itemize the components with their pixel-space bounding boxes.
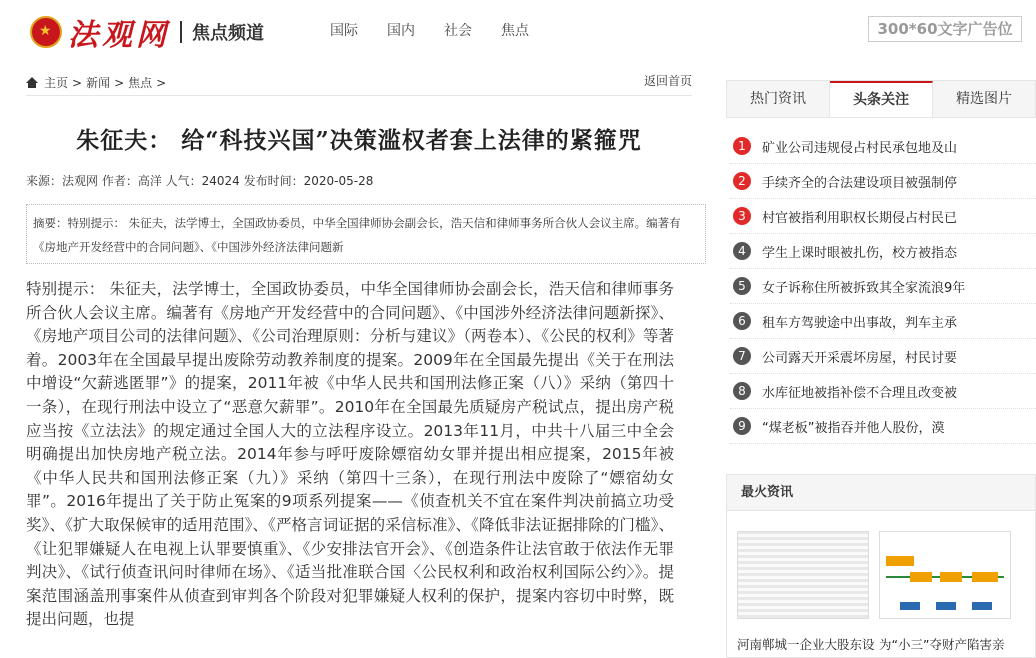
tab-hot-news[interactable]: 热门资讯 — [727, 81, 830, 117]
back-home-link[interactable]: 返回首页 — [643, 74, 692, 88]
list-item[interactable] — [730, 129, 1036, 164]
list-item[interactable] — [730, 339, 1036, 374]
news-thumbnail[interactable] — [879, 531, 1011, 619]
rank-badge: 3 — [733, 207, 751, 225]
rank-badge: 8 — [733, 382, 751, 400]
rank-badge: 1 — [733, 137, 751, 155]
list-item-title: 公司露天开采震坏房屋，村民讨要 — [762, 350, 958, 366]
rank-badge: 7 — [733, 347, 751, 365]
flow-box — [886, 556, 914, 566]
breadcrumb-home[interactable]: 主页 — [44, 76, 69, 90]
flow-box — [940, 572, 962, 582]
rank-badge: 6 — [733, 312, 751, 330]
flow-box — [900, 602, 920, 610]
tab-photos[interactable]: 精选图片 — [956, 91, 1012, 107]
article-body: 特别提示： 朱征夫，法学博士，全国政协委员，中华全国律师协会副会长，浩天信和律师事务所合伙人会议主席。编著有《房地产开发经营中的合同问题》、《中国涉外经济法律问题新探》、《房地产项目公司的法律问题》、《公司治理原则：分析与建议》（两卷本）、《公民的权利》等著着。2003年在全国最早提出废除劳动教养制度的提案。2009年在全国最先提出《关于在刑法中增设“欠薪逃匿罪”》的提案，2011年被《中华人民共和国刑法修正案（八）》采纳（第四十一条），在现行刑法中设立了“恶意欠薪罪”。2010年在全国最先质疑房产税试点，提出房产税应当按《立法法》的规定通过全国人大的立法程序设立。2013年11月，中共十八届三中全会明确提出加快房地产税立法。2014年参与呼吁废除嫖宿幼女罪并提出相应提案，2015年被《中华人民共和国刑法修正案（九）》采纳（第四十三条），在现行刑法中废除了“嫖宿幼女罪”。2016年提出了关于防止冤案的9项系列提案——《侦查机关不宜在案件判决前搞立功受奖》、《扩大取保候审的适用范围》、《严格言词证据的采信标准》、《降低非法证据排除的门槛》、《让犯罪嫌疑人在电视上认罪要慎重》、《少安排法官开会》、《创造条件让法官敢于依法作无罪判决》、《试行侦查讯问时律师在场》、《适当批准联合国〈公民权利和政治权利国际公约〉》。提案范围涵盖刑事案件从侦查到审判各个阶段对犯罪嫌疑人权利的保护，提案内容切中时弊，既提出问题，也提 — [26, 280, 674, 629]
breadcrumb-sep: > — [156, 75, 167, 90]
flow-box — [936, 602, 956, 610]
list-item-title: 矿业公司违规侵占村民承包地及山 — [762, 140, 958, 156]
headline-list — [730, 129, 1036, 444]
news-caption[interactable]: 河南郸城一企业大股东设 — [737, 637, 875, 652]
list-item[interactable] — [730, 269, 1036, 304]
rank-badge: 2 — [733, 172, 751, 190]
list-item-title: 手续齐全的合法建设项目被强制停 — [762, 175, 958, 191]
flow-box — [972, 572, 998, 582]
ad-banner[interactable]: 300*60文字广告位 — [868, 16, 1022, 42]
list-item-title: 租车方驾驶途中出事故，判车主承 — [762, 315, 958, 331]
rank-badge: 4 — [733, 242, 751, 260]
site-logo[interactable] — [30, 10, 264, 54]
nav-item-domestic[interactable]: 国内 — [387, 23, 415, 39]
channel-name: 焦点频道 — [192, 23, 264, 44]
fire-news-panel — [726, 474, 1036, 658]
site-header — [0, 0, 1036, 58]
article-summary: 摘要：特别提示： 朱征夫，法学博士，全国政协委员，中华全国律师协会副会长，浩天信和律师事务所合伙人会议主席。编著有《房地产开发经营中的合同问题》、《中国涉外经济法律问题新 — [26, 204, 706, 264]
article-meta: 来源：法观网 作者：高洋 人气：24024 发布时间：2020-05-28 — [26, 174, 374, 188]
logo-text: 法观网 — [68, 18, 170, 53]
logo-divider — [180, 21, 182, 43]
list-item[interactable] — [730, 304, 1036, 339]
list-item-title: 女子诉称住所被拆致其全家流浪9年 — [762, 280, 966, 296]
home-icon — [26, 77, 38, 89]
list-item[interactable] — [730, 199, 1036, 234]
breadcrumb — [26, 70, 692, 96]
fire-news-title: 最火资讯 — [727, 475, 1035, 511]
article-title: 朱征夫： 给“科技兴国”决策滥权者套上法律的紧箍咒 — [76, 127, 642, 154]
list-item[interactable] — [730, 409, 1036, 444]
list-item-title: 水库征地被指补偿不合理且改变被 — [762, 385, 958, 401]
list-item-title: 学生上课时眼被扎伤，校方被指态 — [762, 245, 958, 261]
nav-item-focus[interactable]: 焦点 — [501, 23, 529, 39]
emblem-icon — [30, 16, 62, 48]
rank-badge: 5 — [733, 277, 751, 295]
breadcrumb-sep: > — [72, 75, 83, 90]
nav-item-society[interactable]: 社会 — [444, 23, 472, 39]
list-item-title: 村官被指利用职权长期侵占村民已 — [762, 210, 958, 226]
news-caption[interactable]: 为“小三”夺财产陷害亲 — [879, 637, 1005, 652]
nav-item-international[interactable]: 国际 — [330, 23, 358, 39]
tab-headline[interactable]: 头条关注 — [830, 81, 933, 117]
top-nav — [330, 20, 558, 40]
list-item-title: “煤老板”被指吞并他人股份，漠 — [762, 420, 945, 436]
breadcrumb-sep: > — [114, 75, 125, 90]
breadcrumb-focus[interactable]: 焦点 — [128, 76, 153, 90]
list-item[interactable] — [730, 374, 1036, 409]
breadcrumb-news[interactable]: 新闻 — [86, 76, 111, 90]
sidebar-tabs — [726, 80, 1036, 118]
flow-box — [910, 572, 932, 582]
flow-box — [972, 602, 992, 610]
rank-badge: 9 — [733, 417, 751, 435]
list-item[interactable] — [730, 164, 1036, 199]
news-thumbnail[interactable] — [737, 531, 869, 619]
list-item[interactable] — [730, 234, 1036, 269]
